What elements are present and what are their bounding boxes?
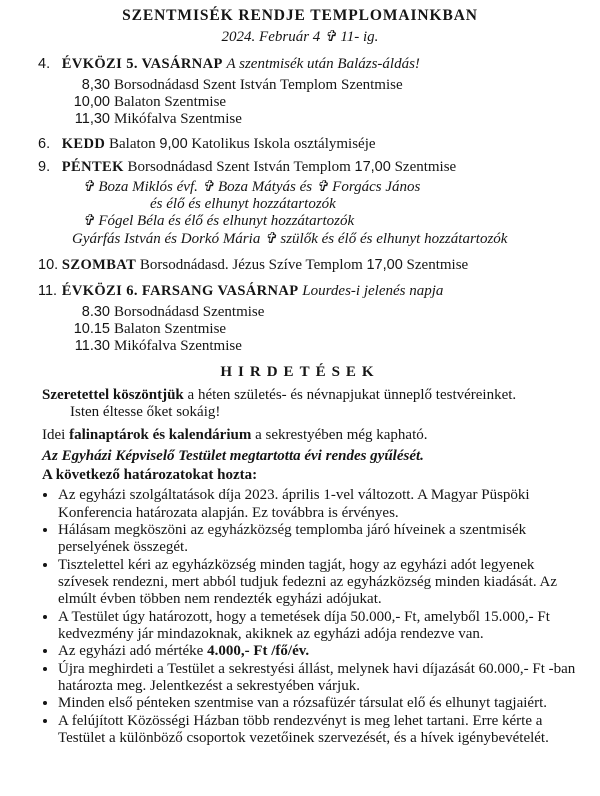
day-note: Lourdes-i jelenés napja <box>302 282 444 299</box>
day-name: PÉNTEK <box>61 159 124 175</box>
mass-line <box>0 338 600 355</box>
decision-amount: 4.000,- Ft /fő/év. <box>207 643 310 660</box>
calendar-rest: a sekrestyében még kapható. <box>255 426 428 443</box>
mass-time: 17,00 <box>354 159 391 175</box>
date-range <box>0 28 600 46</box>
decision-pre: Az egyházi adó mértéke <box>58 643 204 660</box>
day-number: 10. <box>38 256 59 273</box>
mass-time: 10.15 <box>73 320 110 337</box>
decision-item: • Minden első pénteken szentmise van a rózsafüzér társulat elő és elhunyt tagjaiért. <box>58 695 586 712</box>
decision-item: • Újra meghirdeti a Testület a sekrestyési állást, melynek havi díjazását 60.000,- Ft -ban határozta meg. Jelentkezést a sekrestyében várjuk. <box>58 661 586 696</box>
mass-time: 11.30 <box>74 337 110 354</box>
day-name: SZOMBAT <box>61 256 137 273</box>
announcement-greeting <box>0 387 600 405</box>
mass-time: 8,30 <box>81 77 110 93</box>
schedule-item-sunday-11 <box>0 283 600 300</box>
mass-line <box>0 304 600 321</box>
mass-text: Balaton Szentmise <box>114 94 227 110</box>
decision-item: • A felújított Közösségi Házban több rendezvényt is meg lehet tartani. Erre kérte a Testület a különböző csoportok vezetőinek szervezését, és a hívek igénybevételét. <box>58 713 586 748</box>
mass-text: Szentmise <box>394 159 457 175</box>
decision-item: • Az egyházi szolgáltatások díja 2023. április 1-vel változott. A Magyar Püspöki Konferencia határozata alapján. Ez továbbra is érvényes. <box>58 487 586 522</box>
day-name: ÉVKÖZI 5. VASÁRNAP <box>61 56 223 72</box>
day-name: ÉVKÖZI 6. FARSANG VASÁRNAP <box>61 282 299 299</box>
cross-icon: ✞ <box>324 29 337 45</box>
announcement-greeting-line2: Isten éltesse őket sokáig! <box>70 404 221 421</box>
calendar-bold: falinaptárok és kalendárium <box>69 426 252 443</box>
decision-item: • Tisztelettel kéri az egyházközség minden tagját, hogy az egyházi adót legyenek szívesek rendezni, mert abból tudjuk fedezni az egyházközség minden kiadását. Az elmúlt évben többen nem rendezték egyházi adójukat. <box>58 557 586 609</box>
decision-item: • A Testület úgy határozott, hogy a temetések díja 50.000,- Ft, amelyből 15.000,- Ft kedvezmény jár mindazoknak, akiknek az egyházi adója rendezve van. <box>58 609 586 644</box>
mass-place: Borsodnádasd. Jézus Szíve Templom <box>139 256 363 273</box>
mass-text: Mikófalva Szentmise <box>114 111 242 127</box>
announcements-heading: HIRDETÉSEK <box>220 363 380 380</box>
schedule-item-saturday-10 <box>0 257 600 274</box>
schedule-item-friday-9 <box>0 159 600 176</box>
intention-line: és élő és elhunyt hozzátartozók <box>150 196 336 213</box>
day-name: KEDD <box>61 136 106 152</box>
mass-place: Balaton <box>109 136 156 152</box>
mass-time: 9,00 <box>159 136 188 152</box>
schedule-item-sunday-4 <box>0 56 600 73</box>
date-range-end: 11- ig. <box>340 29 379 45</box>
day-number: 6. <box>38 136 51 152</box>
mass-text: Borsodnádasd Szent István Templom Szentmise <box>114 77 403 93</box>
intention-line: Gyárfás István és Dorkó Mária ✞ szülők és élő és elhunyt hozzátartozók <box>72 230 508 247</box>
greeting-rest: a héten születés- és névnapjukat ünneplő testvéreinket. <box>187 386 517 403</box>
intention-line: ✞ Fógel Béla és élő és elhunyt hozzátartozók <box>82 213 355 230</box>
decision-item: • Hálásam megköszöni az egyházközség templomba járó híveinek a szentmisék perselyének összegét. <box>58 522 586 557</box>
mass-text: Mikófalva Szentmise <box>114 337 242 354</box>
decision-item <box>58 643 586 660</box>
mass-time: 11,30 <box>74 111 110 127</box>
intention-line: ✞ Boza Miklós évf. ✞ Boza Mátyás és ✞ Forgács János <box>82 179 421 195</box>
mass-line <box>0 77 600 94</box>
day-number: 11. <box>38 282 58 299</box>
schedule-item-tuesday-6 <box>0 136 600 153</box>
mass-time: 8.30 <box>81 303 110 320</box>
greeting-bold: Szeretettel köszöntjük <box>42 386 184 403</box>
mass-line <box>0 94 600 111</box>
mass-text: Borsodnádasd Szentmise <box>114 303 265 320</box>
decisions-intro: A következő határozatokat hozta: <box>42 466 258 483</box>
calendar-pre: Idei <box>42 426 66 443</box>
mass-time: 10,00 <box>73 94 110 110</box>
date-range-start: 2024. Február 4 <box>221 29 321 45</box>
day-number: 9. <box>38 159 51 175</box>
day-number: 4. <box>38 56 51 72</box>
mass-line <box>0 111 600 128</box>
mass-place: Borsodnádasd Szent István Templom <box>127 159 351 175</box>
announcement-calendar <box>0 427 600 445</box>
announcement-council: Az Egyházi Képviselő Testület megtartotta évi rendes gyűlését. <box>42 448 424 465</box>
day-note: A szentmisék után Balázs-áldás! <box>226 56 420 72</box>
mass-time: 17,00 <box>366 256 403 273</box>
decisions-list <box>0 487 586 747</box>
mass-line <box>0 321 600 338</box>
mass-text: Szentmise <box>406 256 469 273</box>
mass-text: Balaton Szentmise <box>114 320 227 337</box>
page-title: SZENTMISÉK RENDJE TEMPLOMAINKBAN <box>122 7 478 24</box>
mass-text: Katolikus Iskola osztálymiséje <box>191 136 376 152</box>
